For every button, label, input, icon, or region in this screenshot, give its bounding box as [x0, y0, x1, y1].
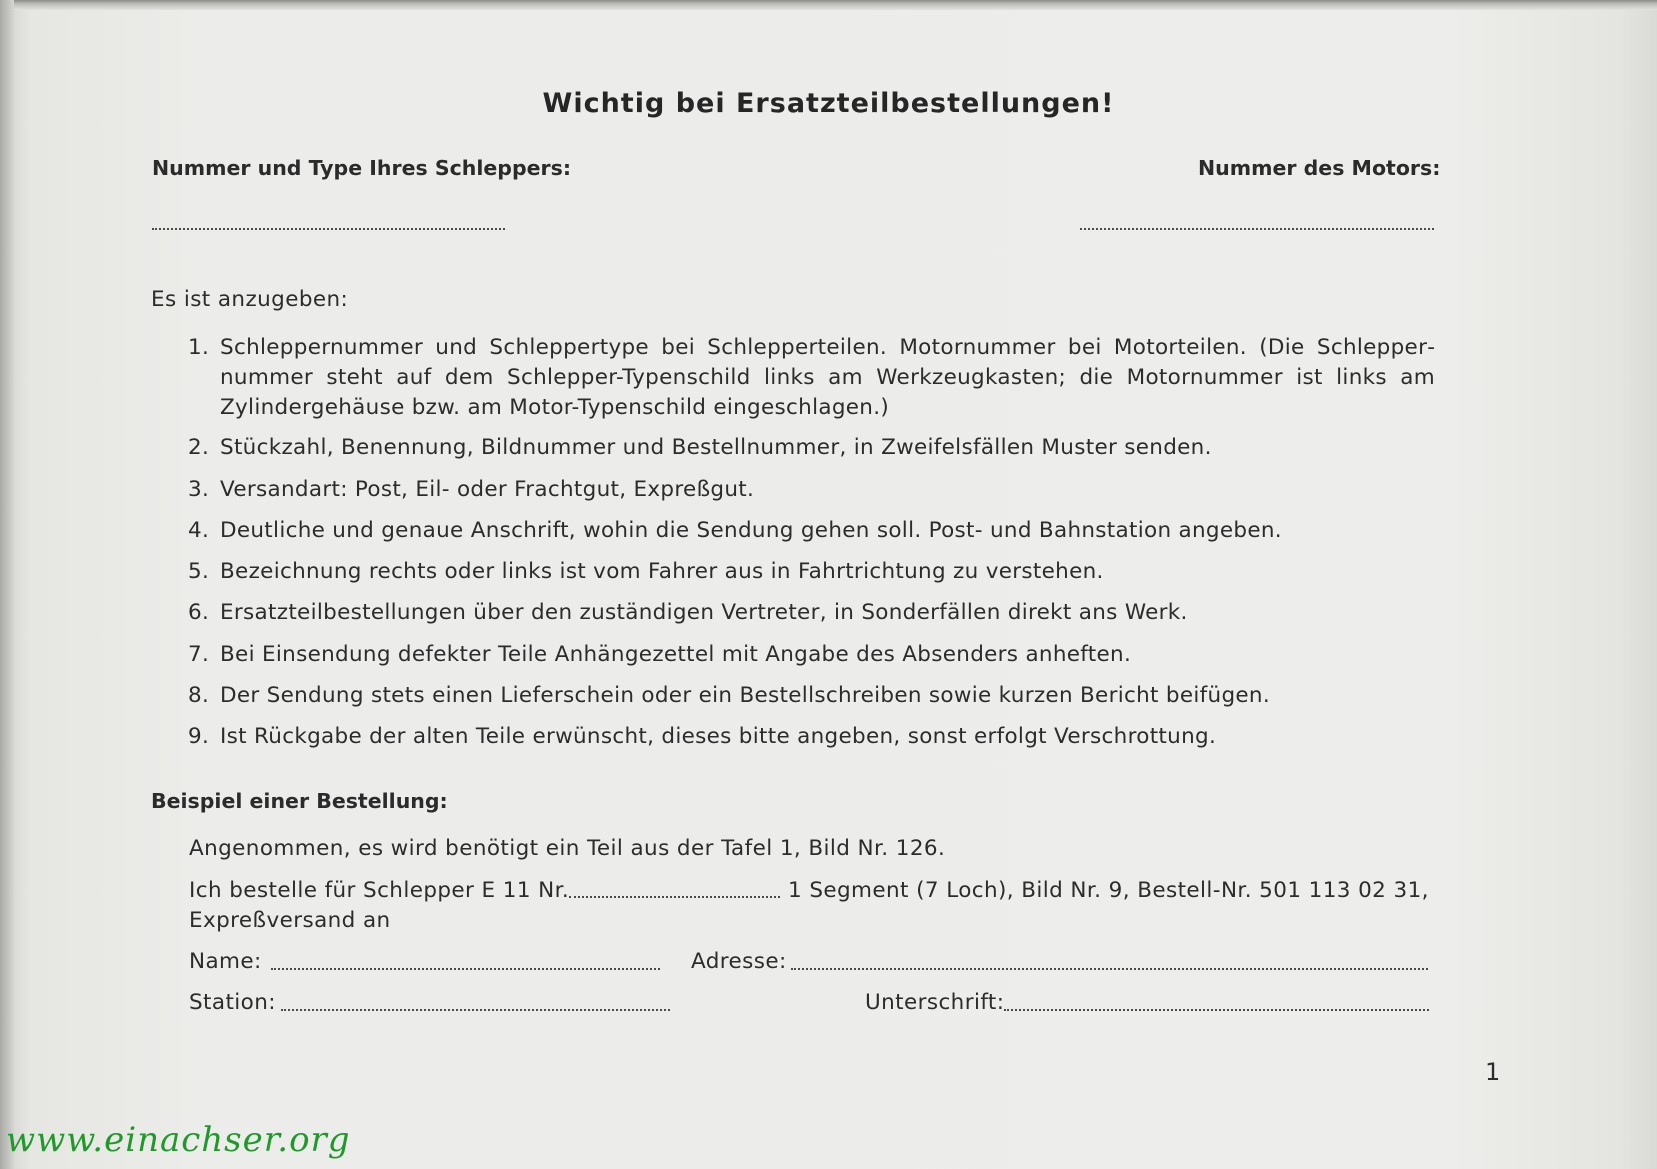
tractor-no-line: [569, 896, 780, 898]
address-line: [791, 968, 1428, 970]
page-left-edge: [0, 0, 14, 1169]
list-item: [188, 557, 1435, 587]
page-number: 1: [1485, 1058, 1501, 1086]
list-item: [188, 475, 1435, 505]
order-suffix: 1 Segment (7 Loch), Bild Nr. 9, Bestell-Nr. 501 113 02 31,: [788, 878, 1429, 903]
shipping-text: Expreßversand an: [189, 908, 391, 933]
example-assumption: Angenommen, es wird benötigt ein Teil aus der Tafel 1, Bild Nr. 126.: [189, 836, 946, 861]
list-item: [188, 598, 1435, 628]
signature-label: Unterschrift:: [865, 990, 1005, 1015]
watermark: www.einachser.org: [6, 1120, 351, 1160]
list-item-number: 1.: [188, 335, 210, 360]
tractor-number-line: [152, 228, 505, 230]
list-item-text: Ist Rückgabe der alten Teile erwünscht, dieses bitte angeben, sonst erfolgt Verschrottung.: [220, 724, 1217, 749]
example-heading: Beispiel einer Bestellung:: [151, 789, 448, 813]
list-item-text: Ersatzteilbestellungen über den zuständigen Vertreter, in Sonderfällen direkt ans Werk.: [220, 600, 1188, 625]
list-item-text: Bezeichnung rechts oder links ist vom Fahrer aus in Fahrtrichtung zu verstehen.: [220, 559, 1104, 584]
list-item-text: Versandart: Post, Eil- oder Frachtgut, Expreßgut.: [220, 477, 755, 502]
list-item: [188, 333, 1435, 423]
list-item-text: Schleppernummer und Schleppertype bei Schlepperteilen. Motornummer bei Motorteilen. (Die Schleppernummer steht auf dem Schlepper-Typenschild links am Werkzeugkasten; die Motornummer ist links am Zylindergehäuse bzw. am Motor-Typenschild eingeschlagen.): [220, 335, 1435, 420]
list-item-number: 3.: [188, 477, 210, 502]
list-item: [188, 722, 1435, 752]
list-item: [188, 433, 1435, 463]
list-item-number: 8.: [188, 683, 210, 708]
list-item-number: 6.: [188, 600, 210, 625]
list-item: [188, 640, 1435, 670]
list-item-number: 4.: [188, 518, 210, 543]
list-item-number: 9.: [188, 724, 210, 749]
list-item-text: Deutliche und genaue Anschrift, wohin die Sendung gehen soll. Post- und Bahnstation angeben.: [220, 518, 1282, 543]
list-item-text: Der Sendung stets einen Lieferschein oder ein Bestellschreiben sowie kurzen Bericht beifügen.: [220, 683, 1270, 708]
signature-line: [1004, 1009, 1429, 1011]
page-title: Wichtig bei Ersatzteilbestellungen!: [542, 88, 1115, 119]
address-label: Adresse:: [691, 949, 787, 974]
intro-text: Es ist anzugeben:: [151, 287, 349, 312]
tractor-number-label: Nummer und Type Ihres Schleppers:: [152, 156, 572, 180]
name-label: Name:: [189, 949, 262, 974]
list-item-number: 2.: [188, 435, 210, 460]
station-label: Station:: [189, 990, 276, 1015]
list-item-text: Stückzahl, Benennung, Bildnummer und Bestellnummer, in Zweifelsfällen Muster senden.: [220, 435, 1212, 460]
engine-number-label: Nummer des Motors:: [1198, 156, 1441, 180]
order-prefix: Ich bestelle für Schlepper E 11 Nr.: [189, 878, 570, 903]
list-item: [188, 516, 1435, 546]
name-line: [271, 968, 660, 970]
page-top-edge: [0, 0, 1657, 10]
engine-number-line: [1080, 228, 1434, 230]
station-line: [281, 1009, 670, 1011]
list-item-number: 5.: [188, 559, 210, 584]
list-item-number: 7.: [188, 642, 210, 667]
list-item: [188, 681, 1435, 711]
list-item-text: Bei Einsendung defekter Teile Anhängezettel mit Angabe des Absenders anheften.: [220, 642, 1132, 667]
